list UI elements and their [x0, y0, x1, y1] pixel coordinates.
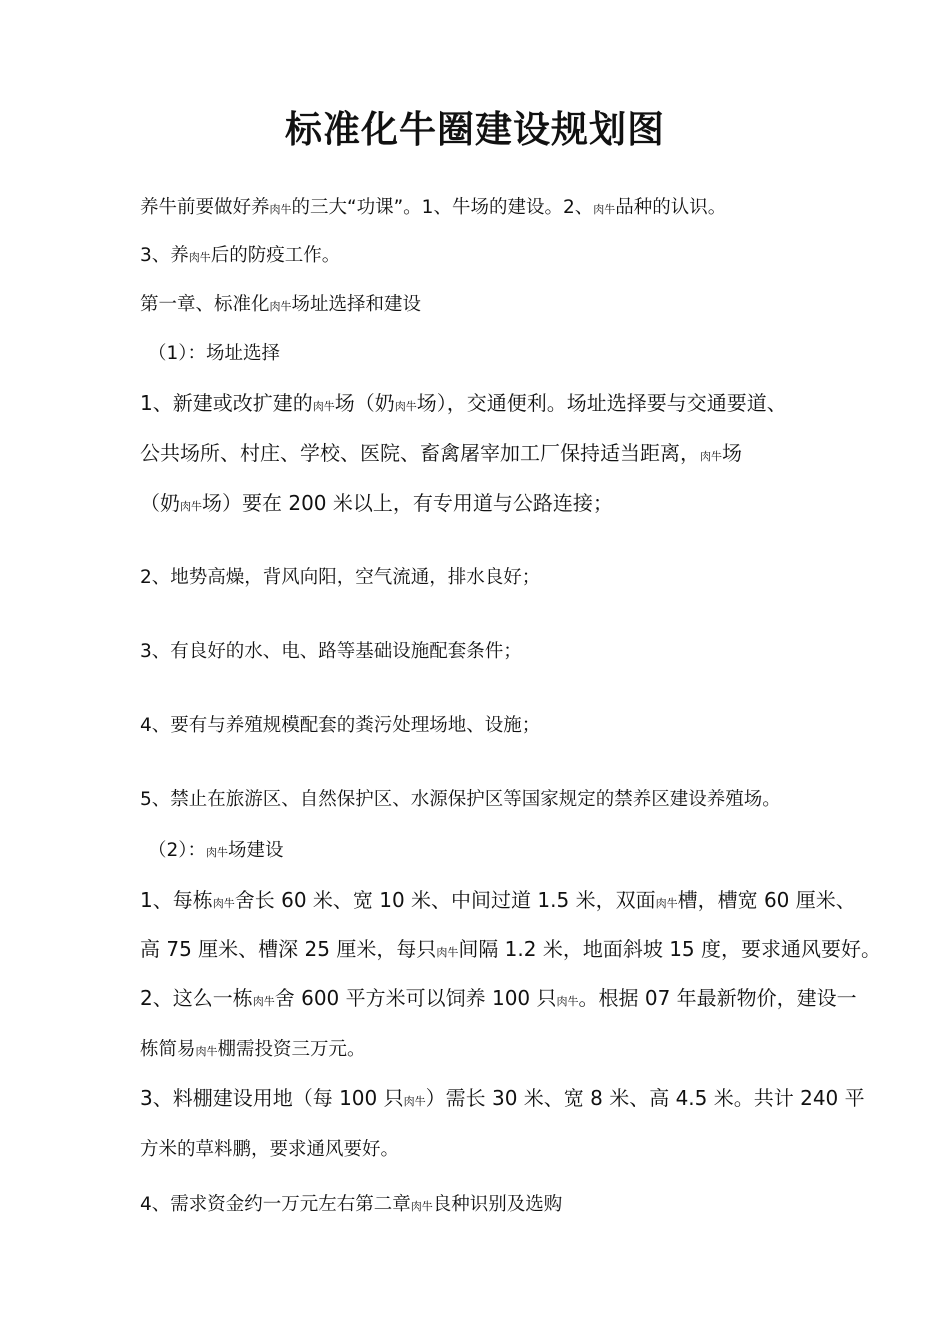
text-run: 舍长 60 米、宽 10 米、中间过道 1.5 米，双面: [234, 888, 656, 912]
text-run: （奶: [140, 491, 180, 515]
text-run: （2）：: [148, 840, 207, 861]
text-run: 3、养: [140, 245, 189, 266]
text-run: （1）：场址选择: [148, 343, 281, 364]
small-text-run: 肉牛: [403, 1095, 426, 1108]
text-run: 的三大“功课”。1、牛场的建设。2、: [291, 197, 594, 218]
small-text-run: 肉牛: [556, 995, 579, 1008]
text-run: 棚需投资三万元。: [217, 1039, 366, 1060]
text-run: 第一章、标准化: [140, 294, 270, 315]
small-text-run: 肉牛: [252, 995, 275, 1008]
text-run: 1、新建或改扩建的: [140, 391, 313, 415]
text-run: 场: [722, 441, 742, 465]
text-run: 3、料棚建设用地（每 100 只: [140, 1086, 404, 1110]
text-run: 2、这么一栋: [140, 986, 253, 1010]
construction-item-2-line-1: [140, 985, 857, 1015]
chapter-one-heading: [140, 292, 421, 320]
text-run: 4、需求资金约一万元左右第二章: [140, 1194, 411, 1215]
text-run: 场建设: [228, 840, 284, 861]
small-text-run: 肉牛: [655, 897, 678, 910]
text-run: ）需长 30 米、宽 8 米、高 4.5 米。共计 240 平: [425, 1086, 865, 1110]
construction-item-1-line-1: [140, 887, 856, 917]
small-text-run: 肉牛: [269, 203, 292, 216]
section-heading-farm-construction: [148, 838, 284, 866]
text-run: 。根据 07 年最新物价，建设一: [578, 986, 857, 1010]
small-text-run: 肉牛: [700, 450, 722, 463]
text-run: 1、每栋: [140, 888, 213, 912]
small-text-run: 肉牛: [312, 400, 335, 413]
text-run: 场（奶: [334, 391, 395, 415]
text-run: 间隔 1.2 米，地面斜坡 15 度，要求通风要好。: [458, 937, 882, 961]
site-rule-4: 4、要有与养殖规模配套的粪污处理场地、设施；: [140, 715, 541, 736]
text-run: 高 75 厘米、槽深 25 厘米，每只: [140, 937, 437, 961]
construction-item-2-line-2: [140, 1037, 366, 1065]
construction-item-3-line-1: [140, 1085, 865, 1115]
small-text-run: 肉牛: [188, 251, 211, 264]
small-text-run: 肉牛: [180, 500, 202, 513]
small-text-run: 肉牛: [436, 946, 459, 959]
small-text-run: 肉牛: [394, 400, 417, 413]
text-run: 场）要在 200 米以上，有专用道与公路连接；: [202, 491, 613, 515]
text-run: 场），交通便利。场址选择要与交通要道、: [416, 391, 787, 415]
construction-item-4: [140, 1192, 562, 1220]
site-rule-2: 2、地势高燥，背风向阳，空气流通，排水良好；: [140, 567, 541, 588]
construction-item-1-line-2: [140, 936, 881, 966]
text-run: 场址选择和建设: [291, 294, 422, 315]
small-text-run: 肉牛: [410, 1200, 433, 1213]
site-rule-1-line-1: [140, 390, 787, 420]
small-text-run: 肉牛: [212, 897, 235, 910]
small-text-run: 肉牛: [195, 1045, 218, 1058]
text-run: 后的防疫工作。: [210, 245, 341, 266]
text-run: 公共场所、村庄、学校、医院、畜禽屠宰加工厂保持适当距离，: [140, 441, 700, 465]
small-text-run: 肉牛: [206, 846, 229, 859]
text-run: 舍 600 平方米可以饲养 100 只: [274, 986, 557, 1010]
small-text-run: 肉牛: [269, 300, 292, 313]
text-run: 养牛前要做好养: [140, 197, 270, 218]
text-run: 良种识别及选购: [432, 1194, 563, 1215]
section-heading-site-selection: [148, 341, 280, 367]
paragraph-intro-line-1: [140, 195, 726, 223]
paragraph-intro-line-2: [140, 243, 340, 271]
page-title: 标准化牛圈建设规划图: [285, 108, 665, 151]
site-rule-5: 5、禁止在旅游区、自然保护区、水源保护区等国家规定的禁养区建设养殖场。: [140, 789, 781, 810]
small-text-run: 肉牛: [593, 203, 616, 216]
site-rule-1-line-3: [140, 490, 613, 520]
text-run: 品种的认识。: [615, 197, 727, 218]
site-rule-3: 3、有良好的水、电、路等基础设施配套条件；: [140, 641, 522, 662]
text-run: 槽，槽宽 60 厘米、: [677, 888, 856, 912]
construction-item-3-line-2: 方米的草料鹏，要求通风要好。: [140, 1139, 400, 1160]
text-run: 栋简易: [140, 1039, 196, 1060]
site-rule-1-line-2: [140, 440, 742, 470]
